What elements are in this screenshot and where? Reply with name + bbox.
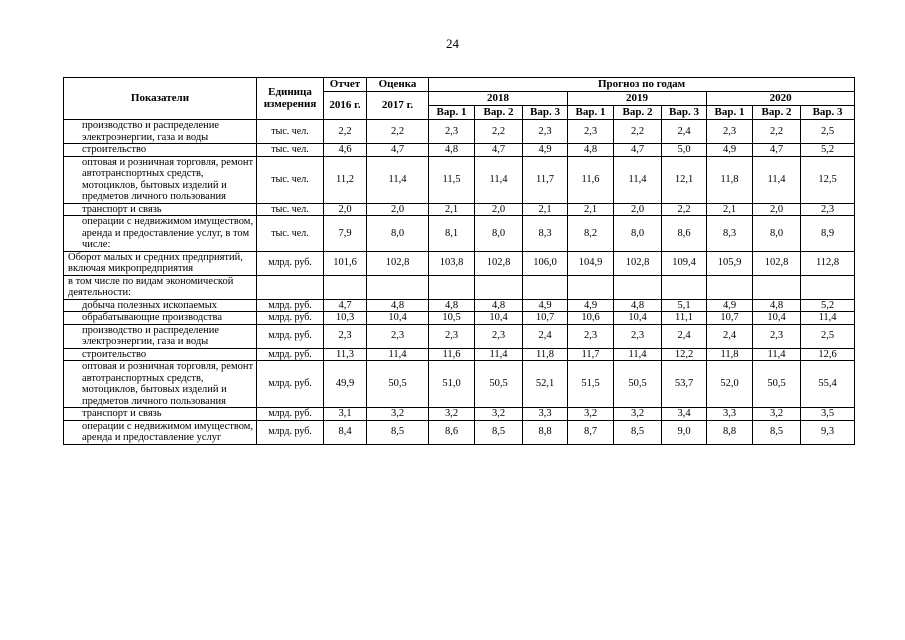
header-variant: Вар. 3 xyxy=(801,106,855,120)
row-value xyxy=(429,275,475,299)
row-value: 8,0 xyxy=(753,216,801,252)
row-value: 2,4 xyxy=(523,324,568,348)
row-value: 2,3 xyxy=(523,120,568,144)
row-value: 10,7 xyxy=(707,312,753,325)
row-value: 8,7 xyxy=(568,420,614,444)
row-unit: тыс. чел. xyxy=(257,120,324,144)
row-value: 8,5 xyxy=(367,420,429,444)
table-row xyxy=(64,348,855,361)
row-value: 102,8 xyxy=(614,251,662,275)
table-body xyxy=(64,120,855,445)
table-row xyxy=(64,156,855,203)
header-report: Отчет xyxy=(324,78,367,92)
row-value: 2,1 xyxy=(568,203,614,216)
row-value: 10,4 xyxy=(753,312,801,325)
row-value: 5,1 xyxy=(662,299,707,312)
row-value: 8,3 xyxy=(707,216,753,252)
header-indicator: Показатели xyxy=(64,78,257,120)
row-value xyxy=(523,275,568,299)
row-value: 4,8 xyxy=(614,299,662,312)
row-value: 8,9 xyxy=(801,216,855,252)
row-value xyxy=(801,275,855,299)
row-value: 2,4 xyxy=(662,120,707,144)
table-row xyxy=(64,216,855,252)
row-value: 11,4 xyxy=(614,348,662,361)
table-row xyxy=(64,420,855,444)
row-value: 5,2 xyxy=(801,299,855,312)
row-unit: млрд. руб. xyxy=(257,251,324,275)
table-header xyxy=(64,78,855,120)
row-value: 2,3 xyxy=(707,120,753,144)
row-value: 10,5 xyxy=(429,312,475,325)
header-year-2019: 2019 xyxy=(568,92,707,106)
row-value: 2,3 xyxy=(568,324,614,348)
row-unit: млрд. руб. xyxy=(257,312,324,325)
row-unit: тыс. чел. xyxy=(257,216,324,252)
row-value: 5,2 xyxy=(801,144,855,157)
row-value: 4,7 xyxy=(367,144,429,157)
row-value: 55,4 xyxy=(801,361,855,408)
row-unit: тыс. чел. xyxy=(257,203,324,216)
header-estimate-year: 2017 г. xyxy=(367,92,429,120)
row-value: 4,8 xyxy=(429,144,475,157)
row-value: 2,3 xyxy=(367,324,429,348)
row-value: 106,0 xyxy=(523,251,568,275)
header-variant: Вар. 3 xyxy=(662,106,707,120)
row-value: 4,9 xyxy=(568,299,614,312)
row-unit: тыс. чел. xyxy=(257,156,324,203)
row-value xyxy=(475,275,523,299)
row-value: 51,0 xyxy=(429,361,475,408)
row-value: 3,5 xyxy=(801,408,855,421)
row-value: 8,6 xyxy=(662,216,707,252)
row-label: оптовая и розничная торговля, ремонт автотранспортных средств, мотоциклов, бытовых изделий и предметов личного пользования xyxy=(64,361,257,408)
row-value: 8,0 xyxy=(614,216,662,252)
header-variant: Вар. 3 xyxy=(523,106,568,120)
row-value: 101,6 xyxy=(324,251,367,275)
row-label: транспорт и связь xyxy=(64,203,257,216)
header-variant: Вар. 2 xyxy=(475,106,523,120)
table-row xyxy=(64,275,855,299)
row-value: 11,6 xyxy=(568,156,614,203)
row-value: 11,4 xyxy=(475,348,523,361)
row-value: 9,3 xyxy=(801,420,855,444)
row-value: 11,7 xyxy=(568,348,614,361)
row-label: оптовая и розничная торговля, ремонт автотранспортных средств, мотоциклов, бытовых изделий и предметов личного пользования xyxy=(64,156,257,203)
row-value: 2,2 xyxy=(324,120,367,144)
row-value: 50,5 xyxy=(475,361,523,408)
row-unit xyxy=(257,275,324,299)
row-value: 2,1 xyxy=(523,203,568,216)
row-value: 3,2 xyxy=(568,408,614,421)
row-value: 50,5 xyxy=(753,361,801,408)
row-value: 4,8 xyxy=(367,299,429,312)
row-value: 11,4 xyxy=(367,348,429,361)
row-value: 2,5 xyxy=(801,324,855,348)
row-value: 2,2 xyxy=(753,120,801,144)
row-value: 4,9 xyxy=(523,144,568,157)
row-unit: тыс. чел. xyxy=(257,144,324,157)
row-label: строительство xyxy=(64,144,257,157)
row-unit: млрд. руб. xyxy=(257,361,324,408)
row-label: операции с недвижимом имуществом, аренда и предоставление услуг xyxy=(64,420,257,444)
row-value: 11,4 xyxy=(367,156,429,203)
row-value: 4,7 xyxy=(324,299,367,312)
row-value: 2,0 xyxy=(475,203,523,216)
row-value: 10,7 xyxy=(523,312,568,325)
row-value: 11,4 xyxy=(614,156,662,203)
row-value: 103,8 xyxy=(429,251,475,275)
row-value: 8,6 xyxy=(429,420,475,444)
row-label: производство и распределение электроэнергии, газа и воды xyxy=(64,120,257,144)
row-value: 11,3 xyxy=(324,348,367,361)
row-value: 105,9 xyxy=(707,251,753,275)
row-value: 109,4 xyxy=(662,251,707,275)
row-value: 2,3 xyxy=(429,120,475,144)
row-value: 3,1 xyxy=(324,408,367,421)
header-variant: Вар. 1 xyxy=(429,106,475,120)
row-value: 2,4 xyxy=(707,324,753,348)
row-value: 11,4 xyxy=(801,312,855,325)
header-variant: Вар. 2 xyxy=(753,106,801,120)
row-value: 3,2 xyxy=(429,408,475,421)
row-unit: млрд. руб. xyxy=(257,420,324,444)
row-value: 11,8 xyxy=(523,348,568,361)
forecast-table xyxy=(63,77,855,445)
row-value: 8,5 xyxy=(753,420,801,444)
row-value: 8,5 xyxy=(475,420,523,444)
row-value: 2,3 xyxy=(614,324,662,348)
row-value: 4,6 xyxy=(324,144,367,157)
row-value: 9,0 xyxy=(662,420,707,444)
row-value: 8,8 xyxy=(707,420,753,444)
row-value: 11,2 xyxy=(324,156,367,203)
row-value: 8,0 xyxy=(367,216,429,252)
row-unit: млрд. руб. xyxy=(257,299,324,312)
row-value: 4,8 xyxy=(475,299,523,312)
header-year-2020: 2020 xyxy=(707,92,855,106)
row-value: 3,2 xyxy=(753,408,801,421)
row-value: 3,3 xyxy=(523,408,568,421)
row-value: 11,4 xyxy=(475,156,523,203)
row-value: 8,2 xyxy=(568,216,614,252)
row-value: 52,0 xyxy=(707,361,753,408)
row-value: 102,8 xyxy=(753,251,801,275)
row-value: 4,8 xyxy=(753,299,801,312)
row-value: 12,5 xyxy=(801,156,855,203)
row-value: 2,3 xyxy=(568,120,614,144)
row-value: 10,4 xyxy=(367,312,429,325)
row-value: 11,4 xyxy=(753,156,801,203)
row-value xyxy=(568,275,614,299)
table-row xyxy=(64,120,855,144)
row-value: 12,2 xyxy=(662,348,707,361)
row-value: 2,2 xyxy=(662,203,707,216)
row-value: 4,9 xyxy=(707,144,753,157)
table-row xyxy=(64,144,855,157)
row-value: 4,7 xyxy=(614,144,662,157)
row-value: 8,0 xyxy=(475,216,523,252)
row-value: 2,0 xyxy=(614,203,662,216)
row-value: 11,5 xyxy=(429,156,475,203)
row-value: 10,3 xyxy=(324,312,367,325)
table-row xyxy=(64,324,855,348)
row-value: 4,9 xyxy=(707,299,753,312)
row-value: 52,1 xyxy=(523,361,568,408)
row-value: 12,6 xyxy=(801,348,855,361)
header-variant: Вар. 1 xyxy=(568,106,614,120)
row-value: 4,9 xyxy=(523,299,568,312)
row-value: 3,2 xyxy=(614,408,662,421)
row-value: 3,2 xyxy=(475,408,523,421)
row-label: добыча полезных ископаемых xyxy=(64,299,257,312)
row-value: 4,7 xyxy=(475,144,523,157)
row-label: в том числе по видам экономической деятельности: xyxy=(64,275,257,299)
row-value: 53,7 xyxy=(662,361,707,408)
row-value: 8,4 xyxy=(324,420,367,444)
row-value: 104,9 xyxy=(568,251,614,275)
row-value: 2,4 xyxy=(662,324,707,348)
row-value: 4,8 xyxy=(568,144,614,157)
row-value: 2,0 xyxy=(753,203,801,216)
row-value xyxy=(324,275,367,299)
row-value: 10,4 xyxy=(614,312,662,325)
row-value: 11,4 xyxy=(753,348,801,361)
row-value: 2,5 xyxy=(801,120,855,144)
row-value: 11,8 xyxy=(707,348,753,361)
row-value: 8,3 xyxy=(523,216,568,252)
row-value: 3,2 xyxy=(367,408,429,421)
row-value: 8,1 xyxy=(429,216,475,252)
row-value: 2,3 xyxy=(324,324,367,348)
row-value: 10,4 xyxy=(475,312,523,325)
row-value: 2,0 xyxy=(324,203,367,216)
row-value: 112,8 xyxy=(801,251,855,275)
row-value: 2,3 xyxy=(801,203,855,216)
header-forecast: Прогноз по годам xyxy=(429,78,855,92)
row-value xyxy=(614,275,662,299)
row-value: 49,9 xyxy=(324,361,367,408)
row-value: 2,3 xyxy=(475,324,523,348)
header-year-2018: 2018 xyxy=(429,92,568,106)
row-value: 11,8 xyxy=(707,156,753,203)
row-label: производство и распределение электроэнергии, газа и воды xyxy=(64,324,257,348)
row-value: 50,5 xyxy=(614,361,662,408)
header-report-year: 2016 г. xyxy=(324,92,367,120)
header-variant: Вар. 2 xyxy=(614,106,662,120)
table-row xyxy=(64,251,855,275)
row-value: 2,3 xyxy=(753,324,801,348)
row-label: обрабатывающие производства xyxy=(64,312,257,325)
row-label: транспорт и связь xyxy=(64,408,257,421)
row-value xyxy=(753,275,801,299)
row-value: 50,5 xyxy=(367,361,429,408)
row-value: 2,2 xyxy=(475,120,523,144)
row-value: 2,2 xyxy=(614,120,662,144)
row-value: 10,6 xyxy=(568,312,614,325)
row-value: 5,0 xyxy=(662,144,707,157)
row-value: 3,4 xyxy=(662,408,707,421)
table-row xyxy=(64,203,855,216)
row-value: 51,5 xyxy=(568,361,614,408)
row-value: 7,9 xyxy=(324,216,367,252)
row-label: Оборот малых и средних предприятий, включая микропредприятия xyxy=(64,251,257,275)
row-value: 8,8 xyxy=(523,420,568,444)
page-number: 24 xyxy=(446,36,459,51)
row-unit: млрд. руб. xyxy=(257,324,324,348)
row-unit: млрд. руб. xyxy=(257,408,324,421)
row-value: 4,8 xyxy=(429,299,475,312)
row-value: 11,7 xyxy=(523,156,568,203)
row-value xyxy=(707,275,753,299)
row-value: 4,7 xyxy=(753,144,801,157)
header-unit: Единица измерения xyxy=(257,78,324,120)
row-value: 11,6 xyxy=(429,348,475,361)
row-label: строительство xyxy=(64,348,257,361)
row-unit: млрд. руб. xyxy=(257,348,324,361)
table-row xyxy=(64,361,855,408)
header-estimate: Оценка xyxy=(367,78,429,92)
row-value xyxy=(662,275,707,299)
row-label: операции с недвижимом имуществом, аренда и предоставление услуг, в том числе: xyxy=(64,216,257,252)
table-row xyxy=(64,299,855,312)
row-value: 12,1 xyxy=(662,156,707,203)
table-row xyxy=(64,312,855,325)
row-value: 2,1 xyxy=(429,203,475,216)
row-value: 3,3 xyxy=(707,408,753,421)
row-value xyxy=(367,275,429,299)
row-value: 8,5 xyxy=(614,420,662,444)
row-value: 102,8 xyxy=(475,251,523,275)
row-value: 2,0 xyxy=(367,203,429,216)
row-value: 11,1 xyxy=(662,312,707,325)
row-value: 102,8 xyxy=(367,251,429,275)
row-value: 2,3 xyxy=(429,324,475,348)
row-value: 2,1 xyxy=(707,203,753,216)
row-value: 2,2 xyxy=(367,120,429,144)
header-variant: Вар. 1 xyxy=(707,106,753,120)
table-row xyxy=(64,408,855,421)
